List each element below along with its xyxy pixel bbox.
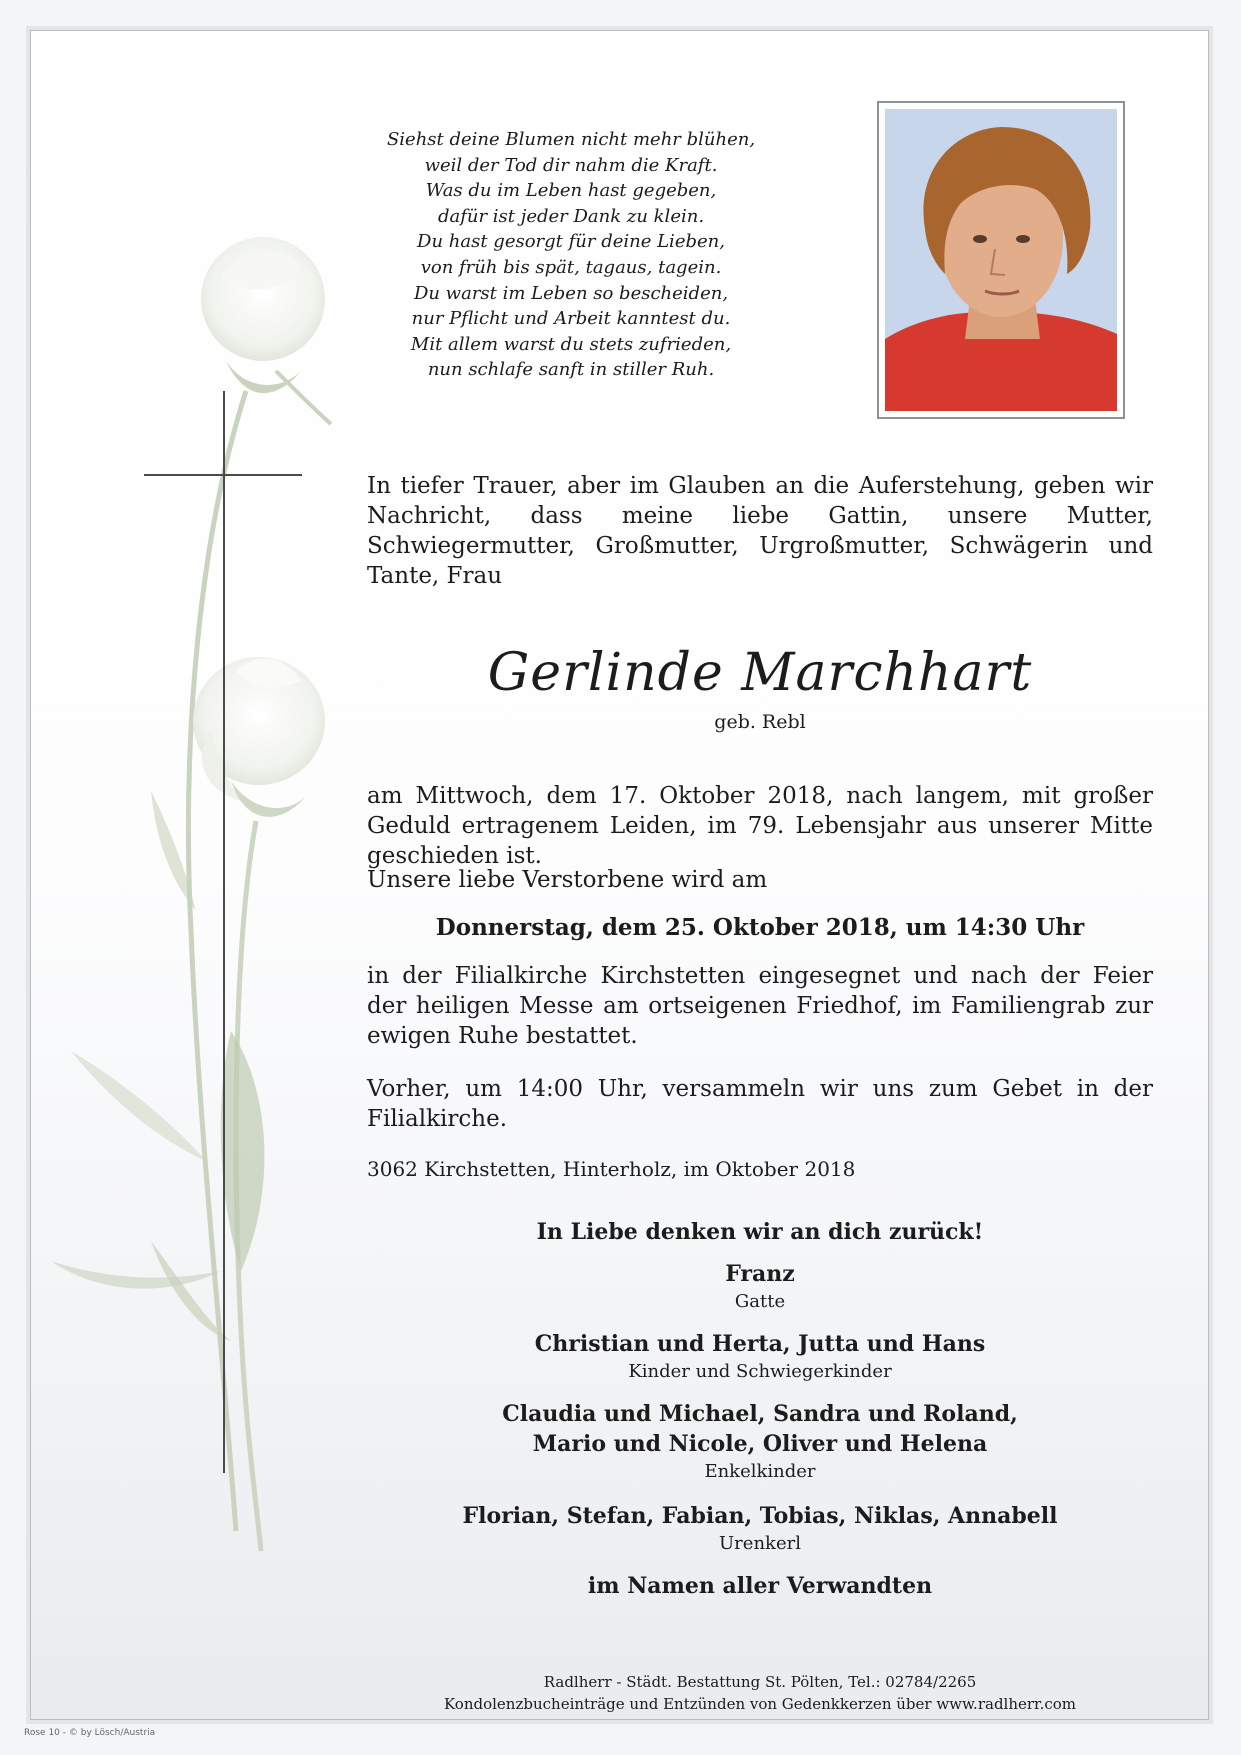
cross-horizontal-bar: [144, 474, 302, 476]
footer-website: Kondolenzbucheinträge und Entzünden von Gedenkkerzen über www.radlherr.com: [444, 1695, 1076, 1713]
place-date: 3062 Kirchstetten, Hinterholz, im Oktober 2018: [367, 1157, 856, 1181]
mourner-names: Franz: [725, 1261, 795, 1287]
poem-line: weil der Tod dir nahm die Kraft.: [424, 154, 718, 176]
poem: [331, 127, 811, 383]
deceased-name: Gerlinde Marchhart: [487, 643, 1033, 703]
closing-line: In Liebe denken wir an dich zurück!: [536, 1219, 984, 1245]
poem-line: von früh bis spät, tagaus, tagein.: [420, 256, 722, 278]
mourner-role: Urenkerl: [719, 1533, 801, 1554]
poem-line: Was du im Leben hast gegeben,: [425, 180, 717, 202]
poem-line: Du hast gesorgt für deine Lieben,: [417, 231, 725, 253]
poem-line: nur Pflicht und Arbeit kanntest du.: [411, 308, 731, 330]
ceremony-text: in der Filialkirche Kirchstetten eingesegnet und nach der Feier der heiligen Messe am ortseigenen Friedhof, im Familiengrab zur ewigen Ruhe bestattet.: [367, 963, 1153, 1049]
poem-line: Mit allem warst du stets zufrieden,: [410, 333, 732, 355]
poem-line: dafür ist jeder Dank zu klein.: [437, 205, 705, 227]
poem-line: Siehst deine Blumen nicht mehr blühen,: [386, 129, 756, 150]
image-credit: Rose 10 - © by Lösch/Austria: [24, 1728, 156, 1738]
mourner-role: Gatte: [734, 1291, 786, 1312]
prayer-text: Vorher, um 14:00 Uhr, versammeln wir uns zum Gebet in der Filialkirche.: [367, 1076, 1153, 1132]
mourner-role: Enkelkinder: [704, 1461, 816, 1482]
mourner-names: Florian, Stefan, Fabian, Tobias, Niklas, Annabell: [462, 1503, 1058, 1529]
funeral-date: Donnerstag, dem 25. Oktober 2018, um 14:30 Uhr: [435, 914, 1085, 941]
poem-line: nun schlafe sanft in stiller Ruh.: [427, 359, 715, 381]
cross-vertical-bar: [223, 391, 225, 1473]
mourner-names: Christian und Herta, Jutta und Hans: [534, 1331, 986, 1357]
relatives-line: im Namen aller Verwandten: [587, 1573, 933, 1599]
mourner-role: Kinder und Schwiegerkinder: [628, 1361, 892, 1382]
poem-line: Du warst im Leben so bescheiden,: [413, 282, 729, 304]
intro-text: In tiefer Trauer, aber im Glauben an die Auferstehung, geben wir Nachricht, dass meine liebe Gattin, unsere Mutter, Schwiegermutter, Großmutter, Urgroßmutter, Schwägerin und Tante, Frau: [367, 473, 1153, 589]
mourner-names: Claudia und Michael, Sandra und Roland,: [502, 1401, 1018, 1427]
obituary-card: [30, 30, 1209, 1720]
footer: [367, 1671, 1153, 1715]
mourner-names: Mario und Nicole, Oliver und Helena: [532, 1431, 988, 1457]
footer-contact: Radlherr - Städt. Bestattung St. Pölten, Tel.: 02784/2265: [543, 1673, 977, 1691]
birth-name: geb. Rebl: [714, 711, 806, 733]
portrait-photo: [877, 101, 1125, 419]
death-text: am Mittwoch, dem 17. Oktober 2018, nach langem, mit großer Geduld ertragenem Leiden, im 79. Lebensjahr aus unserer Mitte geschieden ist.: [367, 783, 1153, 869]
white-rose-illustration: [31, 31, 371, 1719]
announce-text: Unsere liebe Verstorbene wird am: [367, 867, 768, 893]
